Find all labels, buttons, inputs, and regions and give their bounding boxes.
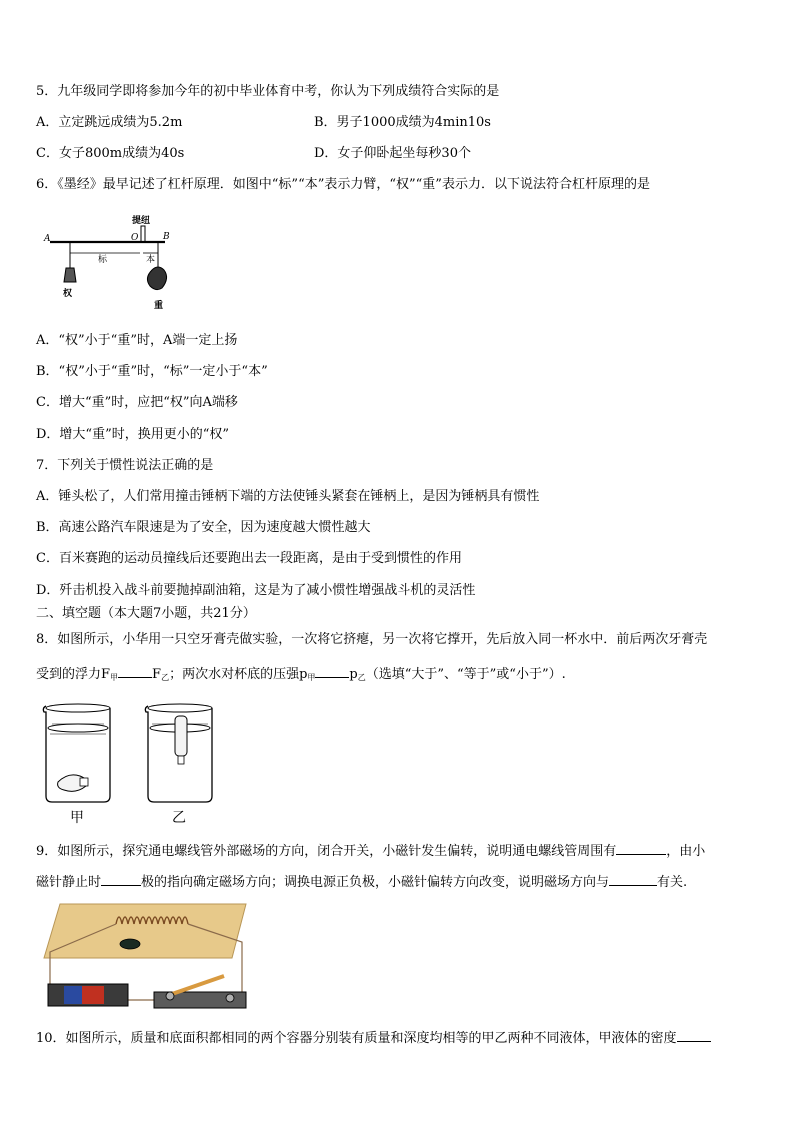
q7-option-a: A．锤头松了，人们常用撞击锤柄下端的方法使锤头紧套在锤柄上，是因为锤柄具有惯性 xyxy=(36,489,540,504)
q8-line2: 受到的浮力$F_甲$ $F_乙$；两次水对杯底的压强$p_甲$ $p_乙$（选填“大于”、“等于”或“小于”）. xyxy=(36,667,566,682)
q7-option-b: B．高速公路汽车限速是为了安全，因为速度越大惯性越大 xyxy=(36,520,371,535)
lever-label-b: B xyxy=(163,232,170,242)
q7-stem: 7．下列关于惯性说法正确的是 xyxy=(36,458,214,473)
answer-blank[interactable] xyxy=(616,842,666,855)
lever-figure xyxy=(40,212,190,312)
lever-label-a: A xyxy=(44,234,51,244)
quan-weight xyxy=(64,268,76,282)
q6-stem: 6．《墨经》最早记述了杠杆原理．如图中“标”“本”表示力臂，“权”“重”表示力．以下说法符合杠杆原理的是 xyxy=(36,177,650,192)
q6-option-c: C．增大“重”时，应把“权”向A端移 xyxy=(36,395,238,410)
answer-blank[interactable] xyxy=(118,665,152,678)
section-title: 二、填空题（本大题7小题，共21分） xyxy=(36,606,256,621)
lever-label-ben: 本 xyxy=(146,255,156,265)
cardboard-board xyxy=(44,904,246,958)
beaker-jia xyxy=(43,704,110,826)
q7-option-c: C．百米赛跑的运动员撞线后还要跑出去一段距离，是由于受到惯性的作用 xyxy=(36,551,462,566)
hanger-knob xyxy=(141,226,145,242)
q6-option-b: B．“权”小于“重”时，“标”一定小于“本” xyxy=(36,364,268,379)
q5-option-a: A．立定跳远成绩为5.2m xyxy=(36,115,183,130)
q5-option-d: D．女子仰卧起坐每秒30个 xyxy=(314,146,471,161)
switch-lever xyxy=(172,976,224,994)
lever-label-biao: 标 xyxy=(98,255,108,265)
answer-blank[interactable] xyxy=(315,665,349,678)
beaker-yi xyxy=(145,704,212,826)
q5-option-b: B．男子1000成绩为4min10s xyxy=(314,115,491,130)
q9-line1: 9．如图所示，探究通电螺线管外部磁场的方向，闭合开关，小磁针发生偏转，说明通电螺线管周围有 ，由小 xyxy=(36,844,706,859)
caption-jia: 甲 xyxy=(70,810,84,826)
q6-option-a: A．“权”小于“重”时，A端一定上扬 xyxy=(36,333,238,348)
answer-blank[interactable] xyxy=(101,873,141,886)
q10-line1: 10．如图所示，质量和底面积都相同的两个容器分别装有质量和深度均相等的甲乙两种不同液体，甲液体的密度 xyxy=(36,1029,711,1048)
lever-label-o: O xyxy=(131,233,139,243)
solenoid-figure xyxy=(42,902,248,1014)
q8-line1: 8．如图所示，小华用一只空牙膏壳做实验，一次将它挤瘪，另一次将它撑开，先后放入同一杯水中．前后两次牙膏壳 xyxy=(36,632,708,647)
lever-label-quan: 权 xyxy=(63,289,73,299)
q9-line2: 磁针静止时 极的指向确定磁场方向；调换电源正负极，小磁针偏转方向改变，说明磁场方向与 有关. xyxy=(36,875,688,890)
toothpaste-expanded xyxy=(175,716,187,756)
lever-label-zhong: 重 xyxy=(154,301,164,311)
q5-option-c: C．女子800m成绩为40s xyxy=(36,146,185,161)
answer-blank[interactable] xyxy=(609,873,657,886)
q5-stem: 5．九年级同学即将参加今年的初中毕业体育中考，你认为下列成绩符合实际的是 xyxy=(36,84,500,99)
beakers-figure xyxy=(40,700,220,830)
answer-blank[interactable] xyxy=(677,1029,711,1042)
q7-option-d: D．歼击机投入战斗前要抛掉副油箱，这是为了减小惯性增强战斗机的灵活性 xyxy=(36,583,476,598)
zhong-load xyxy=(147,267,166,290)
caption-yi: 乙 xyxy=(172,810,186,826)
lever-label-tizhu: 提纽 xyxy=(132,216,151,226)
compass-needle xyxy=(120,939,140,949)
q6-option-d: D．增大“重”时，换用更小的“权” xyxy=(36,427,230,442)
